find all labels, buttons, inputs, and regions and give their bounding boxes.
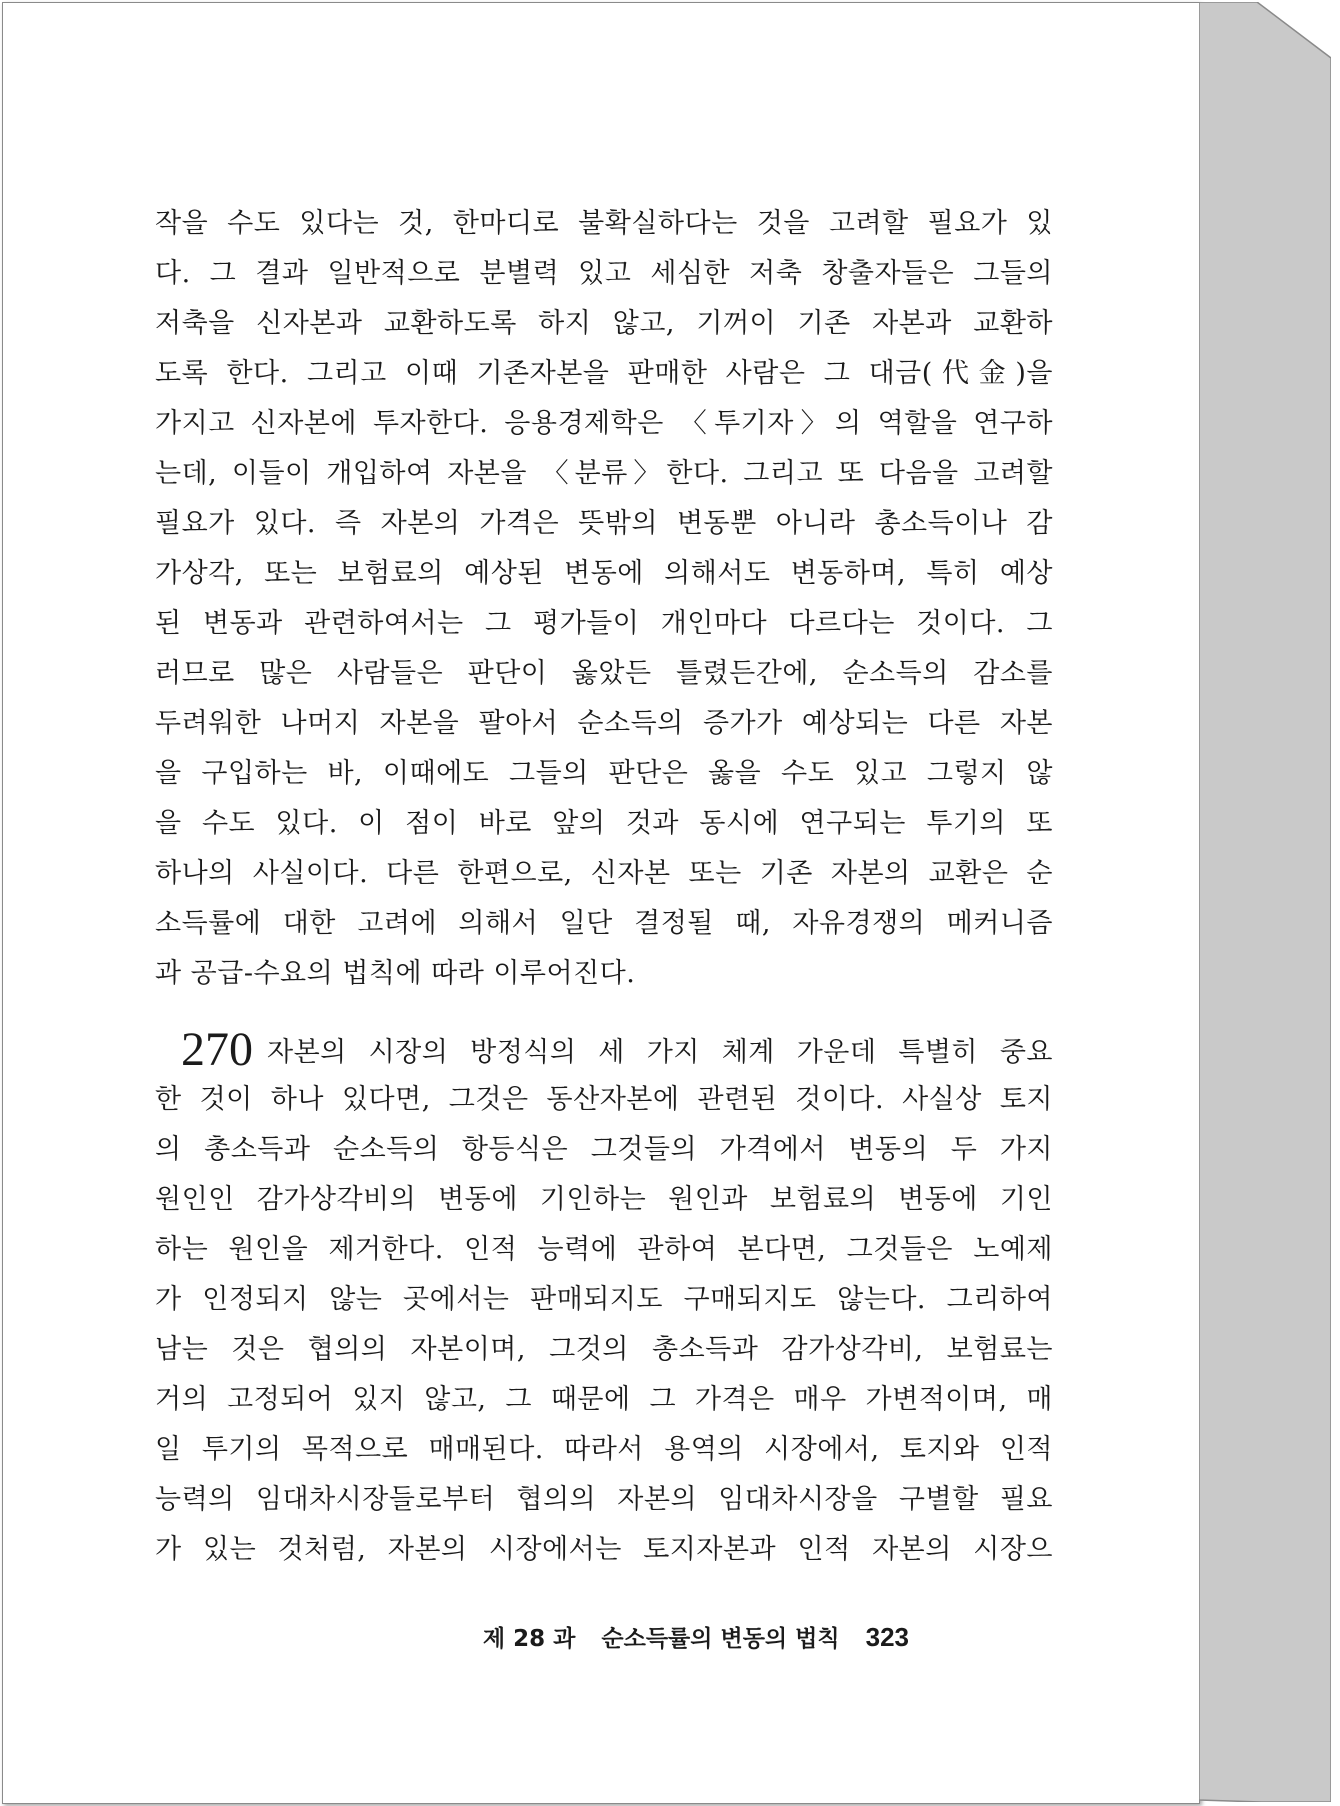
footer-title: 순소득률의 변동의 법칙 bbox=[601, 1626, 840, 1652]
text-line: 거의 고정되어 있지 않고, 그 때문에 그 가격은 매우 가변적이며, 매 bbox=[155, 1384, 1053, 1415]
text-line: 하나의 사실이다. 다른 한편으로, 신자본 또는 기존 자본의 교환은 순 bbox=[155, 858, 1053, 889]
text-line: 과 공급-수요의 법칙에 따라 이루어진다. bbox=[155, 958, 636, 989]
text-line: 도록 한다. 그리고 이때 기존자본을 판매한 사람은 그 대금(代金)을 bbox=[155, 358, 1053, 389]
text-line-content: 자본의 시장의 방정식의 세 가지 체계 가운데 특별히 중요 bbox=[267, 1037, 1053, 1068]
text-line: 러므로 많은 사람들은 판단이 옳았든 틀렸든간에, 순소득의 감소를 bbox=[155, 658, 1053, 689]
text-line: 소득률에 대한 고려에 의해서 일단 결정될 때, 자유경쟁의 메커니즘 bbox=[155, 908, 1053, 939]
text-line: 남는 것은 협의의 자본이며, 그것의 총소득과 감가상각비, 보험료는 bbox=[155, 1334, 1053, 1365]
running-footer bbox=[483, 1620, 909, 1653]
text-line: 된 변동과 관련하여서는 그 평가들이 개인마다 다르다는 것이다. 그 bbox=[155, 608, 1053, 639]
text-line: 저축을 신자본과 교환하도록 하지 않고, 기꺼이 기존 자본과 교환하 bbox=[155, 308, 1053, 339]
text-line: 필요가 있다. 즉 자본의 가격은 뜻밖의 변동뿐 아니라 총소득이나 감 bbox=[155, 508, 1053, 539]
text-line: 두려워한 나머지 자본을 팔아서 순소득의 증가가 예상되는 다른 자본 bbox=[155, 708, 1053, 739]
footer-chapter: 제 28 과 bbox=[482, 1626, 576, 1652]
text-line: 의 총소득과 순소득의 항등식은 그것들의 가격에서 변동의 두 가지 bbox=[155, 1134, 1053, 1165]
text-line-first bbox=[155, 1025, 1053, 1075]
text-line: 가 있는 것처럼, 자본의 시장에서는 토지자본과 인적 자본의 시장으 bbox=[155, 1534, 1053, 1565]
text-line: 일 투기의 목적으로 매매된다. 따라서 용역의 시장에서, 토지와 인적 bbox=[155, 1434, 1053, 1465]
numbered-paragraph bbox=[155, 1025, 1053, 1575]
text-line: 는데, 이들이 개입하여 자본을 〈분류〉한다. 그리고 또 다음을 고려할 bbox=[155, 458, 1053, 489]
text-line: 을 구입하는 바, 이때에도 그들의 판단은 옳을 수도 있고 그렇지 않 bbox=[155, 758, 1053, 789]
book-page bbox=[2, 2, 1200, 1804]
text-line: 가지고 신자본에 투자한다. 응용경제학은 〈투기자〉의 역할을 연구하 bbox=[155, 408, 1053, 439]
text-line: 다. 그 결과 일반적으로 분별력 있고 세심한 저축 창출자들은 그들의 bbox=[155, 258, 1053, 289]
text-line: 가상각, 또는 보험료의 예상된 변동에 의해서도 변동하며, 특히 예상 bbox=[155, 558, 1053, 589]
text-line: 하는 원인을 제거한다. 인적 능력에 관하여 본다면, 그것들은 노예제 bbox=[155, 1234, 1053, 1265]
text-line: 작을 수도 있다는 것, 한마디로 불확실하다는 것을 고려할 필요가 있 bbox=[155, 208, 1053, 239]
body-paragraph bbox=[155, 199, 1053, 999]
book-edge bbox=[1199, 2, 1331, 1802]
text-line: 원인인 감가상각비의 변동에 기인하는 원인과 보험료의 변동에 기인 bbox=[155, 1184, 1053, 1215]
page-number: 323 bbox=[865, 1622, 909, 1652]
text-line: 을 수도 있다. 이 점이 바로 앞의 것과 동시에 연구되는 투기의 또 bbox=[155, 808, 1053, 839]
text-line: 능력의 임대차시장들로부터 협의의 자본의 임대차시장을 구별할 필요 bbox=[155, 1484, 1053, 1515]
text-line: 가 인정되지 않는 곳에서는 판매되지도 구매되지도 않는다. 그리하여 bbox=[155, 1284, 1053, 1315]
section-number: 270 bbox=[181, 1025, 253, 1075]
text-line: 한 것이 하나 있다면, 그것은 동산자본에 관련된 것이다. 사실상 토지 bbox=[155, 1084, 1053, 1115]
